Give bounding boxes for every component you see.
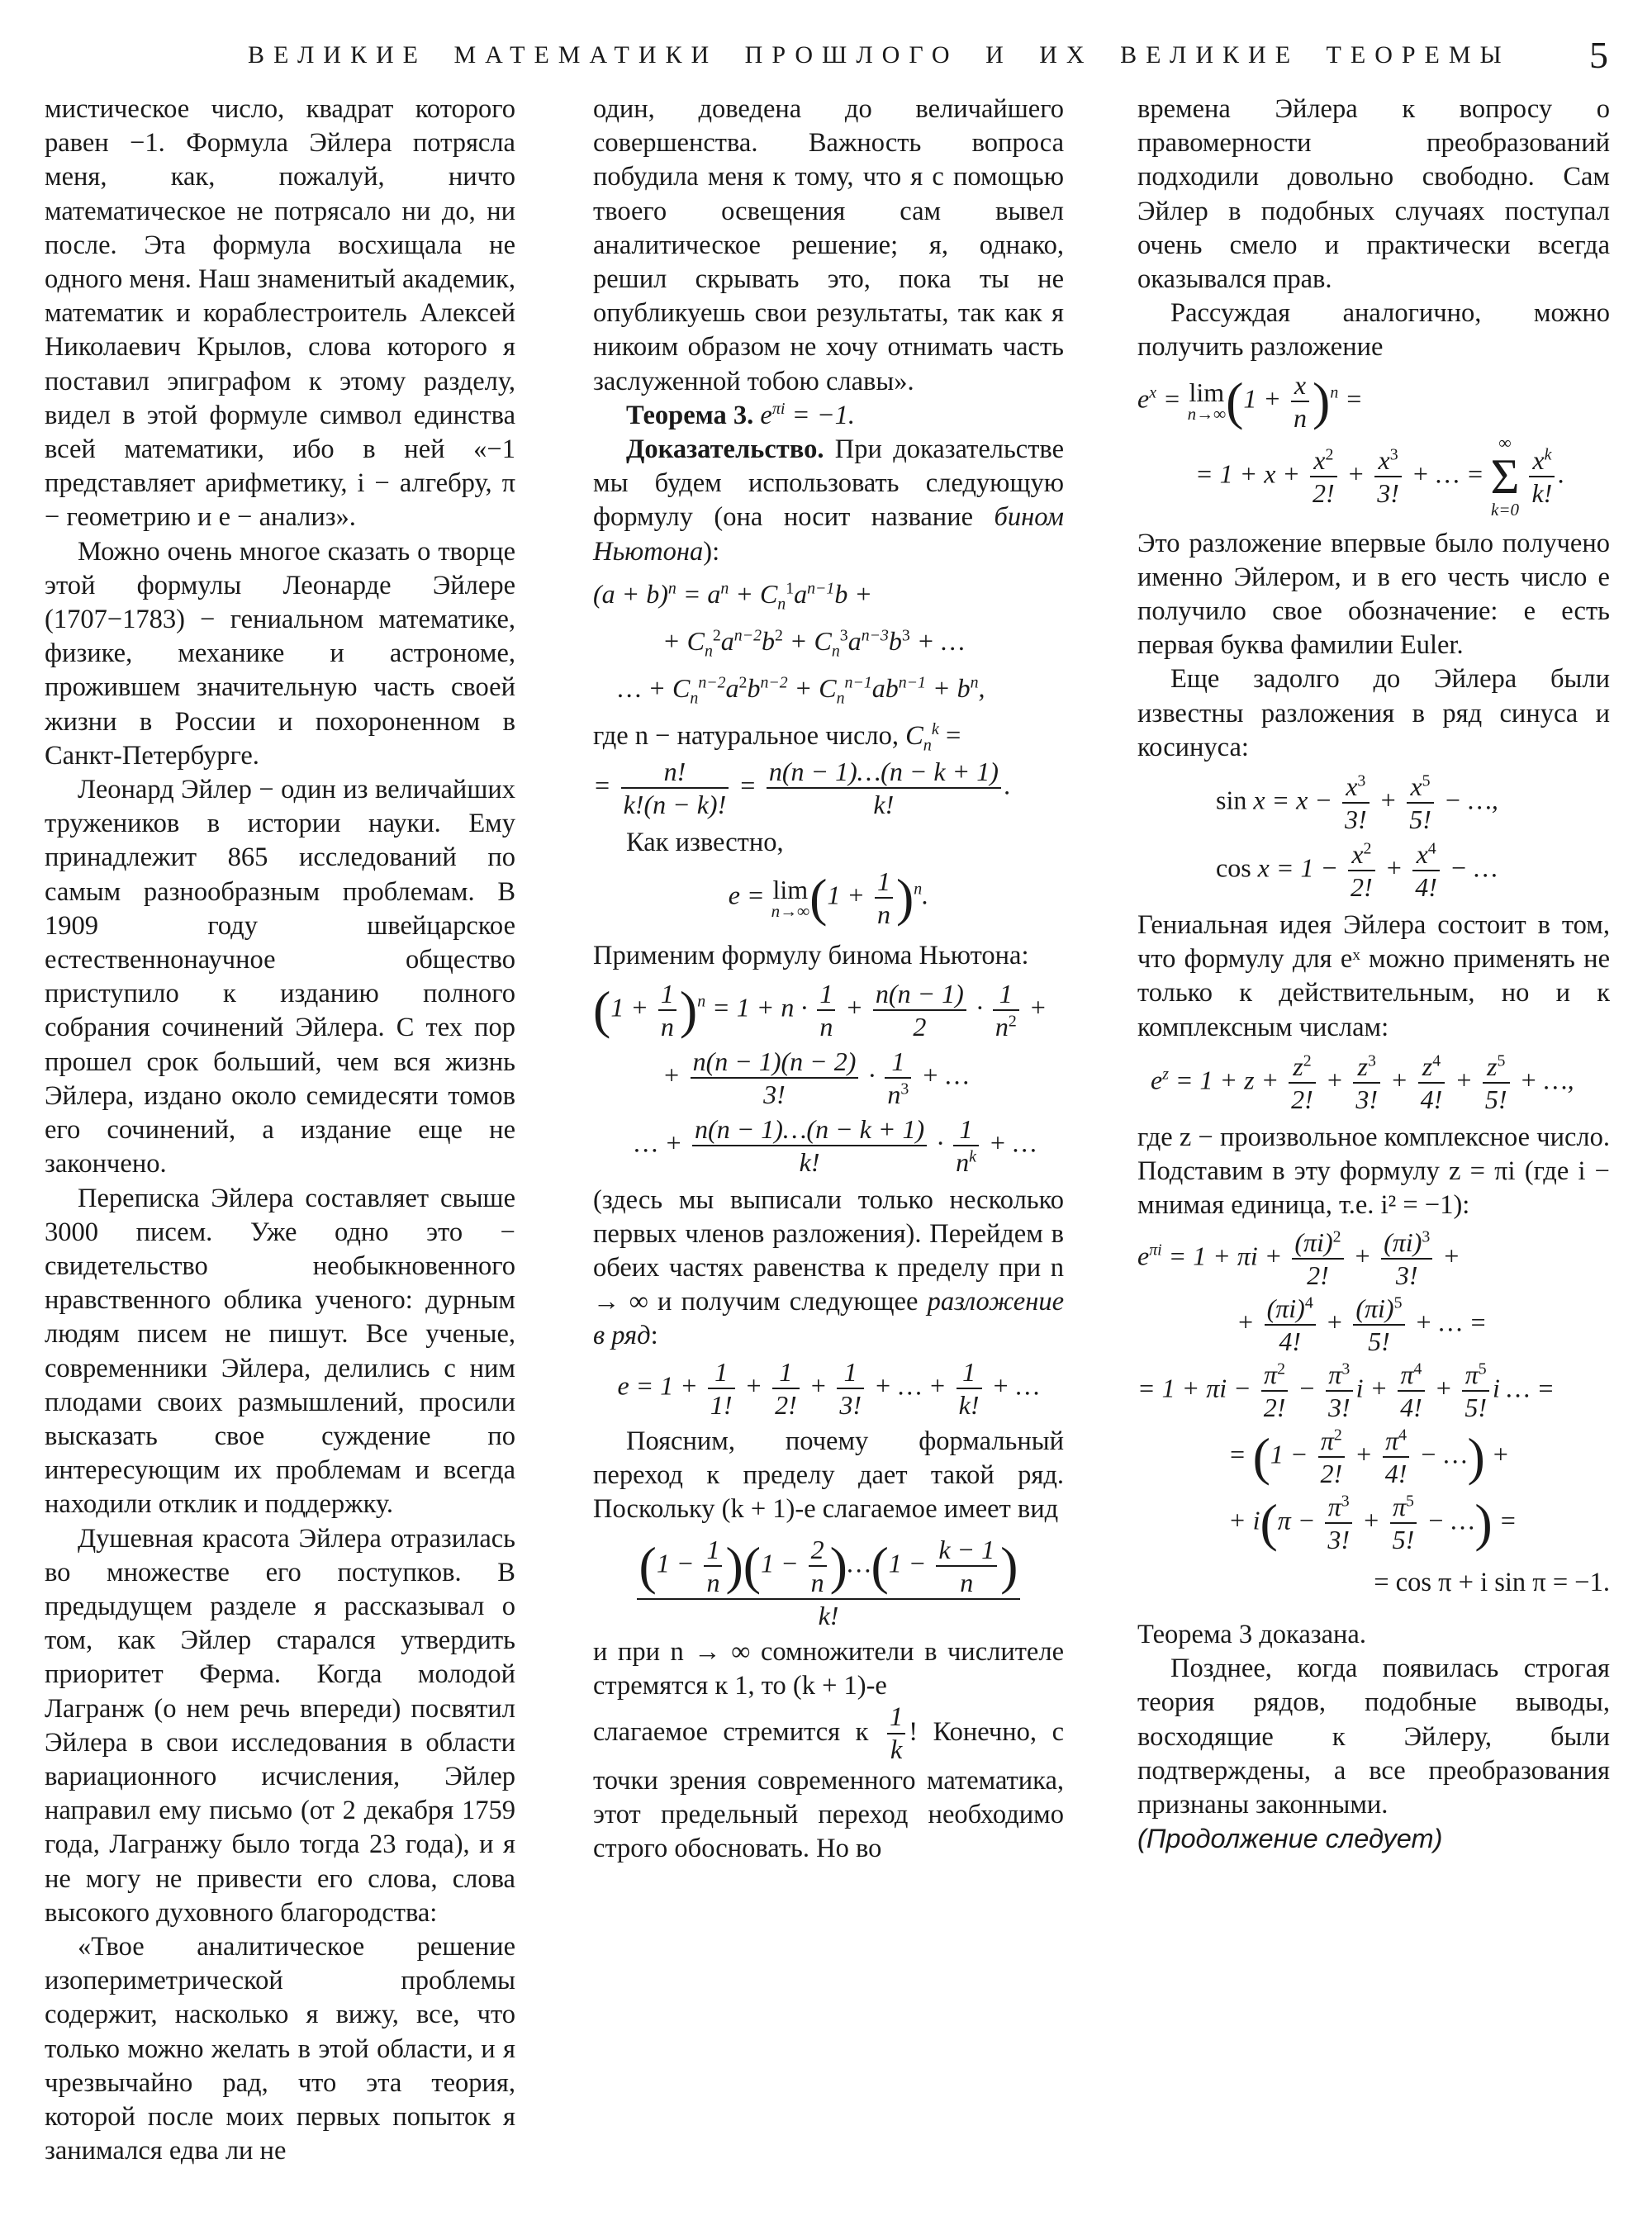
final-equation: = cos π + i sin π = −1. [1374,1568,1610,1598]
paragraph: слагаемое стремится к $\frac{1}{k}$ ! Конечно, с точки зрения современного математика, этот предельный переход необходимо строго обосновать. Но во [593,1701,1065,1864]
binomial-formula: $(a + b)^n = a^n + C_n^1a^{n-1}b$ + + $C_n^2a^{n-2}b^2 + C_n^3a^{n-3}b^3$ + … … + $C_n^{n-2}a^2b^{n-2} + C_n^{n-1}ab^{n-1} + b^n$, [593,578,985,708]
paragraph: Теорема 3 доказана. [1137,1619,1366,1649]
paragraph: где n − натуральное число, $C_n^k$ = [593,719,961,755]
e-series: e = 1 + $\frac{1}{1!}$ + $\frac{1}{2!}$ + $\frac{1}{3!}$ + … + $\frac{1}{k!}$ + … [617,1356,1040,1420]
euler-derivation: $e^{\pi i} = 1 + \pi i$ + $\frac{(\pi i)^2}{2!}$ + $\frac{(\pi i)^3}{3!}$ + + $\frac{(\pi i)^4}{4!}$ + $\frac{(\pi i)^5}{5!}$ + … = = 1 + πi − $\frac{\pi^2}{2!}$ − $\frac{\pi^3}{3!}$ i + $\frac{\pi^4}{4!}$ + $\frac{\pi^5}{5!}$ i … = = (1 − $\frac{\pi^2}{2!}$ + $\frac{\pi^4}{4!}$ − …) + + i(π − $\frac{\pi^3}{3!}$ + $\frac{\pi^5}{5!}$ − …) = [1137,1227,1555,1555]
column-3 [1137,93,1610,1856]
paragraph: (здесь мы выписали только несколько первых членов разложения). Перейдем в обеих частях равенства к пределу при n → ∞ и получим следующее разложение в ряд: [593,1184,1065,1351]
paragraph: Поясним, почему формальный переход к пределу дает такой ряд. Поскольку (k + 1)-е слагаемое имеет вид [593,1426,1064,1525]
theorem-formula: $e^{\pi i} = -1$. [760,400,856,430]
paragraph: Душевная красота Эйлера отразилась во множестве его поступков. В предыдущем разделе я рассказывал о том, как Эйлер старался утвердить приоритет Ферма. Когда молодой Лагранж (о нем речь впереди) посвятил Эйлера в свои исследования в области вариационного исчисления, Эйлер направил ему письмо (от 2 декабря 1759 года, Лагранжу было тогда 23 года), и я не могу не привести его слова, слова высокого духовного благородства: [45,1523,515,1928]
paragraph: «Твое аналитическое решение изопериметрической проблемы содержит, насколько я вижу, все, что только можно желать в этой области, и я чрезвычайно рад, что эта теория, которой после моих первых попыток я занимался едва ли не [45,1931,515,2166]
complex-exp-series: $e^z = 1 + z$ + $\frac{z^2}{2!}$ + $\frac{z^3}{3!}$ + $\frac{z^4}{4!}$ + $\frac{z^5}{5!}$ + …, [1151,1051,1574,1114]
proof-paragraph: Доказательство. При доказательстве мы будем использовать следующую формулу (она носит название бином Ньютона): [593,434,1065,567]
continued-note: (Продолжение следует) [1137,1824,1443,1854]
paragraph: Переписка Эйлера составляет свыше 3000 писем. Уже одно это − свидетельство необыкновенного нравственного облика ученого: дурным людям писем не пишут. Все ученые, современники Эйлера, делились с ним плодами своих размышлений, просили высказать свое суждение по интересующим их проблемам и всегда находили отклик и поддержку. [45,1183,515,1520]
paragraph: Это разложение впервые было получено именно Эйлером, и в его честь число e получило свое обозначение: e есть первая буква фамилии Euler. [1137,528,1610,661]
column-2 [593,93,1064,1866]
sin-cos-series: sin x = x − $\frac{x^3}{3!}$ + $\frac{x^5}{5!}$ − …, cos x = 1 − $\frac{x^2}{2!}$ + $\frac{x^4}{4!}$ − … [1216,771,1498,903]
paragraph: и при n → ∞ сомножители в числителе стремятся к 1, то (k + 1)-е [593,1637,1064,1701]
binomial-coefficient: = $\frac{n!}{k!(n - k)!}$ = $\frac{n(n - 1)\dots(n - k + 1)}{k!}$ . [593,757,1011,820]
paragraph: Как известно, [626,828,784,858]
page-header [0,33,1652,83]
newton-expansion: (1 + $\frac{1}{n}$ )$^n$ = 1 + n · $\frac{1}{n}$ + $\frac{n(n - 1)}{2}$ · $\frac{1}{n^2}$ + + $\frac{n(n - 1)(n - 2)}{3!}$ · $\frac{1}{n^3}$ + … … + $\frac{n(n - 1)\dots(n - k + 1)}{k!}$ · $\frac{1}{n^k}$ + … [593,978,1047,1177]
theorem-statement [593,399,1064,433]
running-title: ВЕЛИКИЕ МАТЕМАТИКИ ПРОШЛОГО И ИХ ВЕЛИКИЕ ТЕОРЕМЫ [248,41,1511,69]
paragraph: времена Эйлера к вопросу о правомерности преобразований подходили довольно свободно. Сам Эйлер в подобных случаях поступал очень смело и практически всегда оказывался прав. [1137,94,1610,295]
column-1 [45,93,515,2168]
paragraph: Позднее, когда появилась строгая теория рядов, подобные выводы, восходящие к Эйлеру, были подтверждены, а все преобразования признаны законными. [1137,1654,1610,1820]
paragraph: Можно очень многое сказать о творце этой формулы Леонарде Эйлере (1707−1783) − гениальном математике, физике, механике и астрономе, прожившем значительную часть своей жизни в России и похороненном в Санкт-Петербурге. [45,536,515,771]
paragraph: где z − произвольное комплексное число. Подставим в эту формулу z = πi (где i − мнимая единица, т.е. i² = −1): [1137,1122,1610,1221]
page-number: 5 [1589,34,1608,76]
paragraph: Леонард Эйлер − один из величайших тружеников в истории науки. Ему принадлежит 865 исследований по самым разнообразным проблемам. В 1909 году швейцарское естественнонаучное общество приступило к изданию полного собрания сочинений Эйлера. С тех пор прошел срок больший, чем вся жизнь Эйлера, издано около семидесяти томов его сочинений, а издание еще не закончено. [45,775,515,1179]
paragraph: мистическое число, квадрат которого равен −1. Формула Эйлера потрясла меня, как, пожалуй, ничто математическое не потрясало ни до, ни после. Эта формула восхищала не одного меня. Наш знаменитый академик, математик и кораблестроитель Алексей Николаевич Крылов, слова которого я поставил эпиграфом к этому разделу, видел в этой формуле символ единства всей математики, ибо в ней «−1 представляет арифметику, i − алгебру, π − геометрию и e − анализ». [45,94,515,533]
paragraph: Еще задолго до Эйлера были известны разложения в ряд синуса и косинуса: [1137,664,1610,762]
term-formula: (1 − $\frac{1}{n}$ )(1 − $\frac{2}{n}$ )…(1 − $\frac{k - 1}{n}$ ) k! [593,1536,1064,1629]
exp-series: $e^x = \lim$ n→∞ (1 + $\frac{x}{n}$ )$^n$ = = 1 + x + $\frac{x^2}{2!}$ + $\frac{x^3}{3!}$ + … = ∞ Σ k=0 $\frac{x^k}{k!}$ . [1137,369,1565,520]
theorem-label: Теорема 3. [626,400,754,430]
proof-label: Доказательство. [626,434,824,465]
paragraph: один, доведена до величайшего совершенства. Важность вопроса побудила меня к тому, что я с помощью твоего освещения сам вывел аналитическое решение; я, однако, решил скрывать это, пока ты не опубликуешь свои результаты, так как я никоим образом не хочу отнимать часть заслуженной тобою славы». [593,94,1064,396]
paragraph: Рассуждая аналогично, можно получить разложение [1137,298,1610,363]
e-limit-formula: e = lim n→∞ (1 + $\frac{1}{n}$ )$^n$. [728,866,929,930]
paragraph: Гениальная идея Эйлера состоит в том, что формулу для eˣ можно применять не только к действительным, но и к комплексным числам: [1137,910,1610,1042]
paragraph: Применим формулу бинома Ньютона: [593,941,1029,971]
